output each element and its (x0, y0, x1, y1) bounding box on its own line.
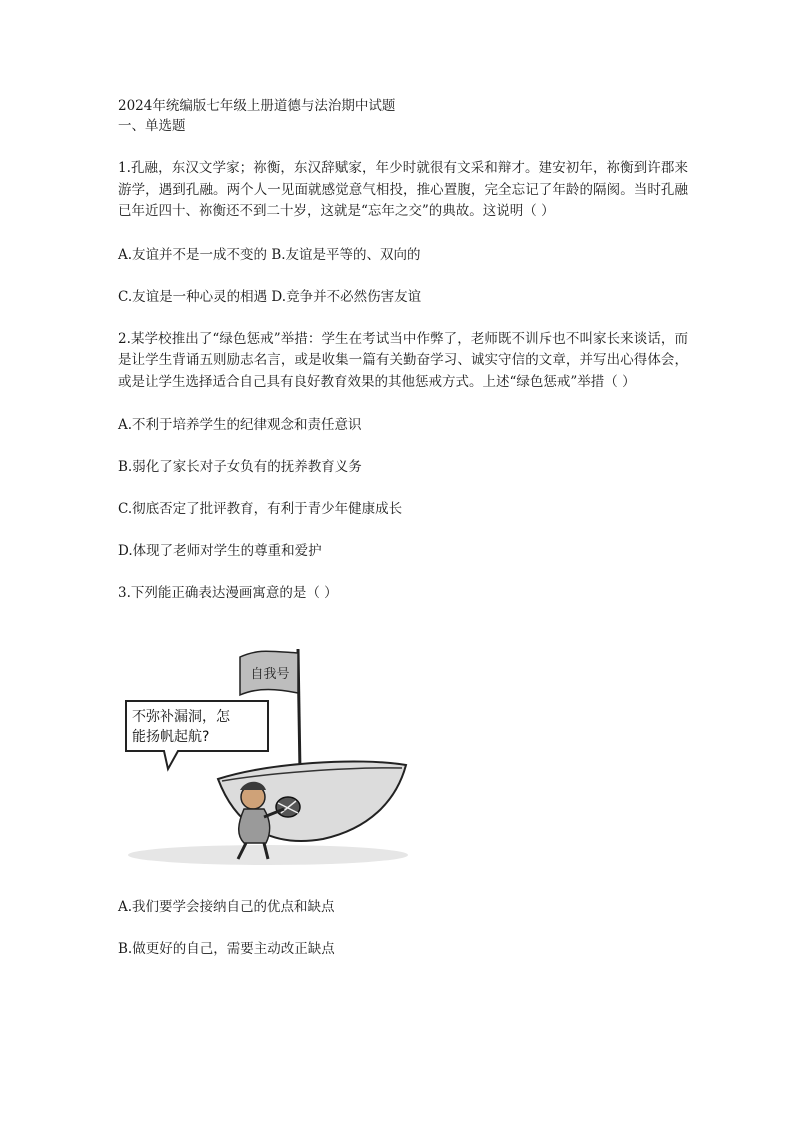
section-heading: 一、单选题 (118, 118, 186, 134)
question-2-stem: 2.某学校推出了“绿色惩戒”举措：学生在考试当中作弊了，老师既不训斥也不叫家长来谈话，而是让学生背诵五则励志名言，或是收集一篇有关勤奋学习、诚实守信的文章，并写出心得体会，或是让学生选择适合自己具有良好教育效果的其他惩戒方式。上述“绿色惩戒”举措（ ） (118, 330, 688, 390)
question-2-option-c[interactable]: C.彻底否定了批评教育，有利于青少年健康成长 (118, 501, 403, 517)
flag-label: 自我号 (250, 666, 290, 682)
question-2-option-d[interactable]: D.体现了老师对学生的尊重和爱护 (118, 543, 322, 559)
question-1-stem: 1.孔融，东汉文学家；祢衡，东汉辞赋家，年少时就很有文采和辩才。建安初年，祢衡到许郡来游学，遇到孔融。两个人一见面就感觉意气相投，推心置腹，完全忘记了年龄的隔阂。当时孔融已年近四十、祢衡还不到二十岁，这就是“忘年之交”的典故。这说明（ ） (118, 160, 688, 219)
exam-title: 2024年统编版七年级上册道德与法治期中试题 (118, 98, 396, 114)
speech-line-1: 不弥补漏洞，怎 (132, 708, 230, 725)
question-2-option-a[interactable]: A.不利于培养学生的纪律观念和责任意识 (118, 417, 362, 433)
person-body (239, 809, 270, 843)
question-3-stem: 3.下列能正确表达漫画寓意的是（ ） (118, 585, 338, 601)
question-3-option-a[interactable]: A.我们要学会接纳自己的优点和缺点 (118, 898, 335, 915)
comic-illustration (118, 627, 418, 867)
speech-line-2: 能扬帆起航? (132, 728, 210, 745)
speech-bubble-text (132, 707, 268, 747)
question-1-options-cd[interactable]: C.友谊是一种心灵的相遇 D.竞争并不必然伤害友谊 (118, 288, 422, 305)
question-2-option-b[interactable]: B.弱化了家长对子女负有的抚养教育义务 (118, 459, 362, 475)
question-1-options-ab[interactable]: A.友谊并不是一成不变的 B.友谊是平等的、双向的 (118, 246, 421, 263)
exam-page (118, 96, 688, 981)
question-3-option-b[interactable]: B.做更好的自己，需要主动改正缺点 (118, 940, 335, 957)
